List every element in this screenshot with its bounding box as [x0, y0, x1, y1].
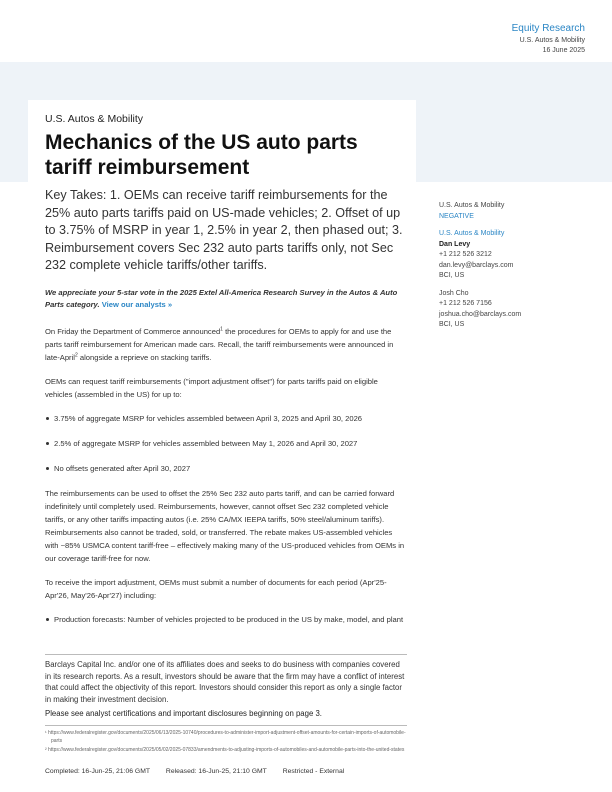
article-sector: U.S. Autos & Mobility	[45, 113, 144, 125]
survey-note	[45, 287, 407, 311]
completed-timestamp: Completed: 16-Jun-25, 21:06 GMT	[45, 768, 151, 775]
paragraph-3: The reimbursements can be used to offset the 25% Sec 232 auto parts tariff, and can be carried forward indefinitely until completely used. Reimbursements, however, cannot offset Sec 232 completed vehicle tariffs, or any other tariffs impacting autos (i.e. 25% CA/MX IEEPA tariffs, 50% steel/aluminum tariffs). Reimbursements also cannot be traded, sold, or transferred. The rebate makes US-assembled vehicles with ~85% USMCA content tariff-free – effectively making many of the US-produced vehicles from OEMs in our coverage tariff-free for now.	[45, 488, 405, 563]
disclosure-note: Please see analyst certifications and important disclosures beginning on page 3.	[45, 709, 322, 718]
analyst-email[interactable]: joshua.cho@barclays.com	[439, 310, 522, 318]
footer	[45, 768, 358, 775]
paragraph-4: To receive the import adjustment, OEMs must submit a number of documents for each period (Apr'25-Apr'26, May'26-Apr'27) including:	[45, 577, 387, 600]
team-label: U.S. Autos & Mobility	[439, 230, 505, 237]
paragraph-1	[45, 325, 407, 364]
analyst-name: Josh Cho	[439, 289, 469, 297]
documents-list	[45, 613, 407, 626]
list-item: 2.5% of aggregate MSRP for vehicles assembled between May 1, 2026 and April 30, 2027	[45, 437, 407, 450]
header-date: 16 June 2025	[542, 47, 585, 54]
analyst-email[interactable]: dan.levy@barclays.com	[439, 261, 514, 269]
footnote-1[interactable]: ¹ https://www.federalregister.gov/documents/2025/06/13/2025-10740/procedures-to-administer-import-adjustment-offset-amounts-for-certain-imports-of-automobile-parts	[45, 730, 406, 744]
page-title	[45, 130, 407, 180]
analyst-sidebar	[439, 201, 589, 331]
paragraph-1-part-c: alongside a reprieve on stacking tariffs.	[77, 352, 212, 362]
rating-badge: NEGATIVE	[439, 212, 474, 220]
title-line-2: tariff reimbursement	[45, 156, 250, 179]
released-timestamp: Released: 16-Jun-25, 21:10 GMT	[165, 768, 267, 775]
restriction-label: Restricted - External	[282, 768, 345, 775]
analyst-name: Dan Levy	[439, 240, 471, 248]
list-item: No offsets generated after April 30, 2027	[45, 462, 407, 475]
list-item: Production forecasts: Number of vehicles projected to be produced in the US by make, model, and plant	[45, 613, 407, 626]
footnote-2[interactable]: ² https://www.federalregister.gov/documents/2025/05/02/2025-07833/amendments-to-adjusting-imports-of-automobiles-and-automobile-parts-into-the-united-states	[45, 747, 405, 753]
paragraph-2: OEMs can request tariff reimbursements ("import adjustment offset") for parts tariffs paid on eligible vehicles (assembled in the US) for up to:	[45, 376, 378, 399]
analyst-entity: BCI, US	[439, 272, 465, 279]
footnote-ref-1[interactable]: 1	[220, 325, 223, 332]
disclaimer-text: Barclays Capital Inc. and/or one of its affiliates does and seeks to do business with companies covered in its research reports. As a result, investors should be aware that the firm may have a conflict of interest that could affect the objectivity of this report. Investors should consider this report as only a single factor in making their investment decision.	[45, 660, 405, 704]
analyst-phone: +1 212 526 7156	[439, 300, 492, 307]
sidebar-sector: U.S. Autos & Mobility	[439, 202, 505, 209]
view-analysts-link[interactable]: View our analysts »	[101, 299, 173, 309]
analyst-entity: BCI, US	[439, 321, 465, 328]
article-body	[45, 113, 407, 638]
footnote-ref-2[interactable]: 2	[74, 351, 78, 358]
header-sector: U.S. Autos & Mobility	[519, 37, 585, 44]
key-takes: Key Takes: 1. OEMs can receive tariff reimbursements for the 25% auto parts tariffs paid on US-made vehicles; 2. Offset of up to 3.75% of MSRP in year 1, 2.5% in year 2, then phased out; 3. Reimbursement covers Sec 232 auto parts tariffs only, not Sec 232 complete vehicle tariffs/other tariffs.	[45, 188, 403, 272]
title-line-1: Mechanics of the US auto parts	[45, 131, 358, 154]
paragraph-1-part-a: On Friday the Department of Commerce announced	[45, 326, 221, 336]
survey-text: We appreciate your 5-star vote in the 2025 Extel All-America Research Survey in the Autos & Auto Parts category.	[45, 287, 398, 309]
paragraph-1-part-b: the procedures for OEMs to apply for and use the parts tariff reimbursement for American made cars. Recall, the tariff reimbursements were announced in late-April	[45, 326, 394, 362]
list-item: 3.75% of aggregate MSRP for vehicles assembled between April 3, 2025 and April 30, 2026	[45, 412, 407, 425]
doc-type-label: Equity Research	[511, 23, 585, 34]
analyst-phone: +1 212 526 3212	[439, 251, 492, 258]
footnotes	[45, 725, 407, 755]
offset-list	[45, 412, 407, 475]
disclaimer	[45, 654, 407, 718]
